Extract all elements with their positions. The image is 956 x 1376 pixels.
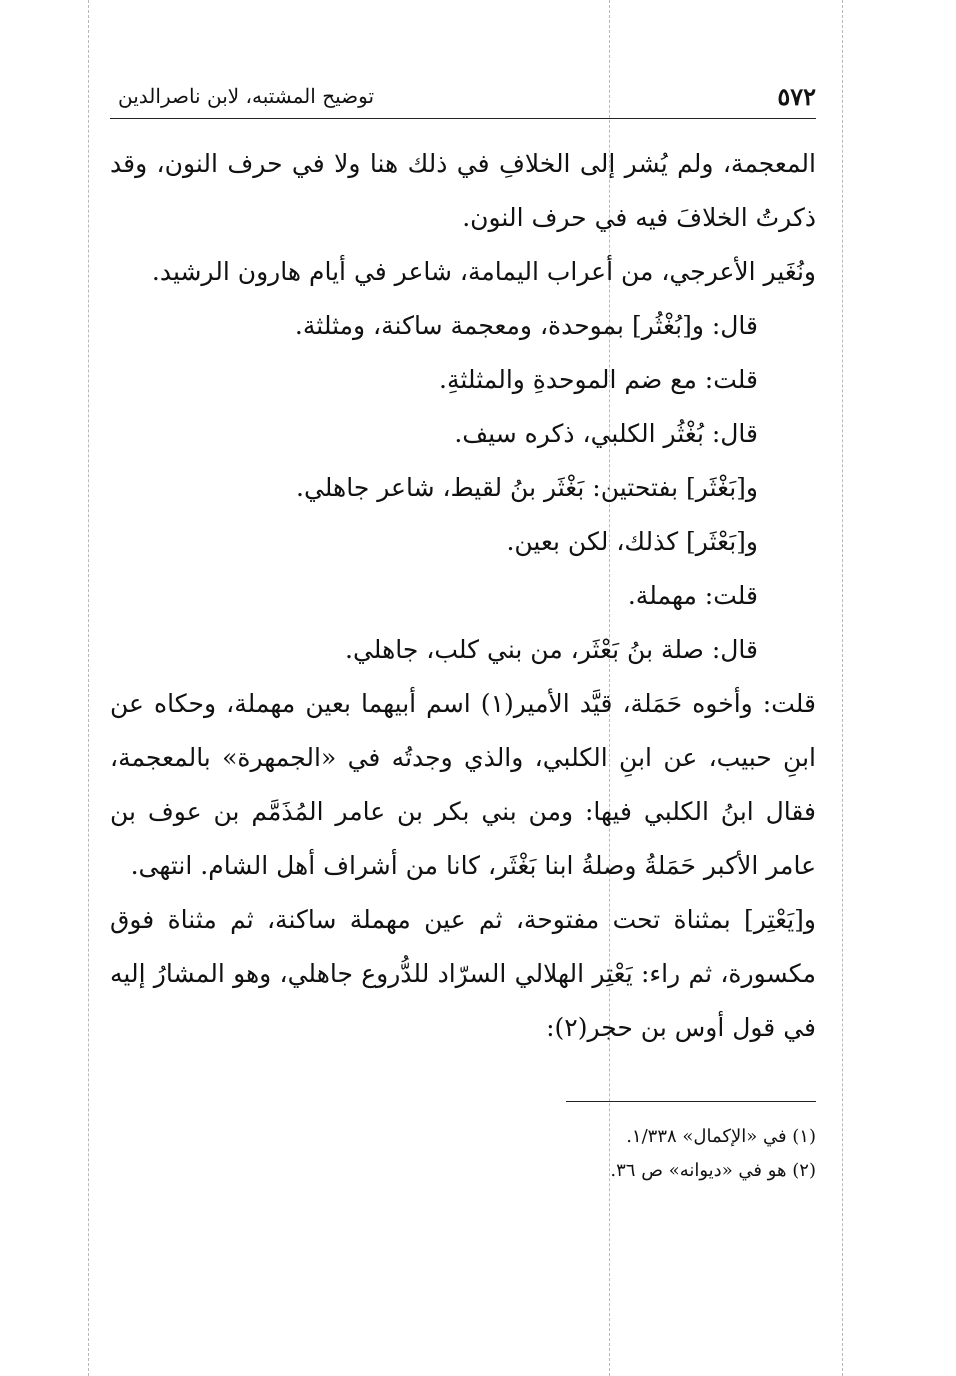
- paragraph: قلت: مهملة.: [627, 581, 758, 610]
- paragraph: و[بَغْثَر] بفتحتين: بَغْثَر بنُ لقيط، شاعر جاهلي.: [296, 473, 758, 502]
- guide-line-left: [88, 0, 89, 1376]
- paragraph: قلت: مع ضم الموحدةِ والمثلثةِ.: [439, 365, 758, 394]
- footnote: (٢) هو في «ديوانه» ص ٣٦.: [610, 1160, 816, 1181]
- paragraph: قال: و[بُغْثُر] بموحدة، ومعجمة ساكنة، ومثلثة.: [294, 311, 758, 340]
- guide-line-right: [842, 0, 843, 1376]
- paragraph: قال: صلة بنُ بَعْثَر، من بني كلب، جاهلي.: [345, 635, 758, 664]
- paragraph: قال: بُغْثُر الكلبي، ذكره سيف.: [454, 419, 758, 448]
- footnotes: [110, 1120, 816, 1188]
- footnote-divider: [566, 1101, 816, 1102]
- paragraph: و[بَعْثَر] كذلك، لكن بعين.: [506, 527, 758, 556]
- paragraph: قلت: وأخوه حَمَلة، قيَّد الأمير(١) اسم أبيهما بعين مهملة، وحكاه عن ابنِ حبيب، عن ابنِ الكلبي، والذي وجدتُه في «الجمهرة» بالمعجمة، فقال ابنُ الكلبي فيها: ومن بني بكر بن عامر المُذَمَّم بن عوف بن عامر الأكبر حَمَلةُ وصلةُ ابنا بَغْثَر، كانا من أشراف أهل الشام. انتهى.: [110, 689, 816, 880]
- book-page: [110, 80, 816, 1188]
- footnote: (١) في «الإكمال» ١/٣٣٨.: [626, 1126, 816, 1147]
- paragraph: المعجمة، ولم يُشر إلى الخلافِ في ذلك هنا ولا في حرف النون، وقد ذكرتُ الخلافَ فيه في حرف النون.: [110, 149, 816, 232]
- paragraph: و[يَعْتِر] بمثناة تحت مفتوحة، ثم عين مهملة ساكنة، ثم مثناة فوق مكسورة، ثم راء: يَعْتِر الهلالي السرّاد للدُّروع جاهلي، وهو المشارُ إليه في قول أوس بن حجر(٢):: [110, 905, 816, 1042]
- running-title: توضيح المشتبه، لابن ناصرالدين: [118, 84, 375, 108]
- main-text: [110, 137, 816, 1055]
- page-header: [110, 80, 816, 119]
- page-number: ٥٧٢: [777, 82, 816, 111]
- paragraph: ونُغَير الأعرجي، من أعراب اليمامة، شاعر في أيام هارون الرشيد.: [151, 257, 816, 286]
